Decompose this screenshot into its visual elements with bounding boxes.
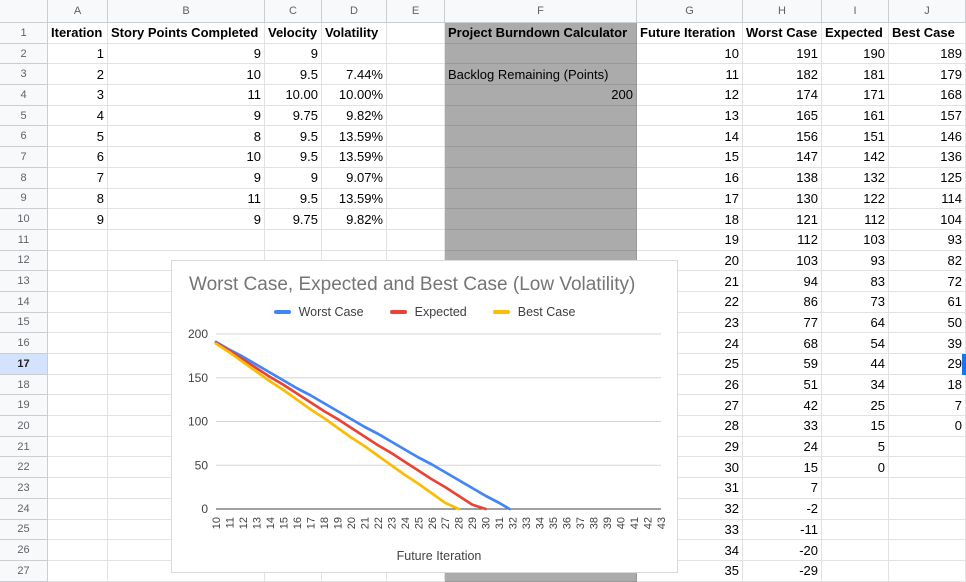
chart-x-tick-label: 42 <box>642 517 655 530</box>
cell-H13[interactable]: 94 <box>743 271 822 292</box>
chart-legend <box>172 304 677 320</box>
legend-swatch <box>493 310 510 315</box>
cell-E3[interactable] <box>387 64 445 85</box>
chart-x-tick-label: 41 <box>629 517 642 530</box>
cell-G24[interactable]: 32 <box>637 499 743 520</box>
chart-x-tick-label: 14 <box>264 517 277 530</box>
cell-C2[interactable]: 9 <box>265 44 322 65</box>
chart-x-tick-label: 32 <box>507 517 520 530</box>
column-header-G[interactable]: G <box>637 0 743 23</box>
cell-B3[interactable]: 10 <box>108 64 265 85</box>
cell-E9[interactable] <box>387 189 445 210</box>
chart-series-line-expected <box>216 343 486 509</box>
cell-H6[interactable]: 156 <box>743 126 822 147</box>
cell-J4[interactable]: 168 <box>889 85 966 106</box>
chart-x-tick-label: 10 <box>211 517 223 530</box>
cell-G17[interactable]: 25 <box>637 354 743 375</box>
cell-J12[interactable]: 82 <box>889 251 966 272</box>
cell-B7[interactable]: 10 <box>108 147 265 168</box>
cell-A26[interactable] <box>48 540 108 561</box>
cell-G23[interactable]: 31 <box>637 478 743 499</box>
cell-F1[interactable]: Project Burndown Calculator <box>445 23 637 44</box>
cell-A13[interactable] <box>48 271 108 292</box>
cell-I2[interactable]: 190 <box>822 44 889 65</box>
cell-E6[interactable] <box>387 126 445 147</box>
row-header-9[interactable]: 9 <box>0 189 48 210</box>
row-header-22[interactable]: 22 <box>0 457 48 478</box>
cell-H10[interactable]: 121 <box>743 209 822 230</box>
chart-x-tick-label: 37 <box>575 517 588 530</box>
cell-G16[interactable]: 24 <box>637 333 743 354</box>
cell-H7[interactable]: 147 <box>743 147 822 168</box>
chart-title: Worst Case, Expected and Best Case (Low Volatility) <box>189 274 636 295</box>
row-header-13[interactable]: 13 <box>0 271 48 292</box>
cell-C3[interactable]: 9.5 <box>265 64 322 85</box>
chart-x-tick-label: 30 <box>480 517 493 530</box>
chart-x-tick-label: 40 <box>615 517 628 530</box>
row-header-20[interactable]: 20 <box>0 416 48 437</box>
row-header-3[interactable]: 3 <box>0 64 48 85</box>
cell-J2[interactable]: 189 <box>889 44 966 65</box>
cell-A14[interactable] <box>48 292 108 313</box>
row-header-25[interactable]: 25 <box>0 520 48 541</box>
cell-C5[interactable]: 9.75 <box>265 106 322 127</box>
chart-x-tick-label: 27 <box>440 517 453 530</box>
cell-A7[interactable]: 6 <box>48 147 108 168</box>
cell-A25[interactable] <box>48 520 108 541</box>
column-header-I[interactable]: I <box>822 0 889 23</box>
cell-E10[interactable] <box>387 209 445 230</box>
chart-x-tick-label: 18 <box>318 517 331 530</box>
cell-I8[interactable]: 132 <box>822 168 889 189</box>
legend-swatch <box>390 310 407 315</box>
row-header-17[interactable]: 17 <box>0 354 48 375</box>
cell-I11[interactable]: 103 <box>822 230 889 251</box>
chart-x-tick-label: 36 <box>561 517 574 530</box>
cell-G26[interactable]: 34 <box>637 540 743 561</box>
cell-J22[interactable] <box>889 457 966 478</box>
cell-F10[interactable] <box>445 209 637 230</box>
chart-x-tick-label: 19 <box>332 517 345 530</box>
cell-H14[interactable]: 86 <box>743 292 822 313</box>
cell-J11[interactable]: 93 <box>889 230 966 251</box>
cell-I17[interactable]: 44 <box>822 354 889 375</box>
cell-A23[interactable] <box>48 478 108 499</box>
cell-E11[interactable] <box>387 230 445 251</box>
cell-B2[interactable]: 9 <box>108 44 265 65</box>
chart-x-tick-label: 34 <box>534 517 547 530</box>
cell-J17[interactable]: 29 <box>889 354 966 375</box>
cell-H11[interactable]: 112 <box>743 230 822 251</box>
legend-item-expected <box>390 305 467 319</box>
chart-x-tick-label: 26 <box>426 517 439 530</box>
cell-F2[interactable] <box>445 44 637 65</box>
cell-G3[interactable]: 11 <box>637 64 743 85</box>
cell-G21[interactable]: 29 <box>637 437 743 458</box>
cell-I9[interactable]: 122 <box>822 189 889 210</box>
chart-x-tick-label: 22 <box>372 517 385 530</box>
cell-G14[interactable]: 22 <box>637 292 743 313</box>
cell-H23[interactable]: 7 <box>743 478 822 499</box>
cell-C10[interactable]: 9.75 <box>265 209 322 230</box>
chart-x-tick-label: 21 <box>359 517 372 530</box>
chart-x-tick-label: 12 <box>237 517 250 530</box>
cell-I25[interactable] <box>822 520 889 541</box>
cell-I21[interactable]: 5 <box>822 437 889 458</box>
cell-G12[interactable]: 20 <box>637 251 743 272</box>
cell-A21[interactable] <box>48 437 108 458</box>
chart-x-tick-label: 29 <box>467 517 480 530</box>
chart-y-tick-label: 150 <box>187 370 208 385</box>
cell-A12[interactable] <box>48 251 108 272</box>
cell-G2[interactable]: 10 <box>637 44 743 65</box>
cell-B1[interactable]: Story Points Completed <box>108 23 265 44</box>
cell-B5[interactable]: 9 <box>108 106 265 127</box>
cell-G11[interactable]: 19 <box>637 230 743 251</box>
cell-F11[interactable] <box>445 230 637 251</box>
cell-I7[interactable]: 142 <box>822 147 889 168</box>
row-header-14[interactable]: 14 <box>0 292 48 313</box>
cell-D5[interactable]: 9.82% <box>322 106 387 127</box>
cell-A17[interactable] <box>48 354 108 375</box>
cell-H8[interactable]: 138 <box>743 168 822 189</box>
cell-A6[interactable]: 5 <box>48 126 108 147</box>
cell-I18[interactable]: 34 <box>822 375 889 396</box>
row-header-8[interactable]: 8 <box>0 168 48 189</box>
legend-label: Best Case <box>517 305 576 319</box>
cell-A11[interactable] <box>48 230 108 251</box>
cell-F8[interactable] <box>445 168 637 189</box>
chart-x-tick-label: 17 <box>305 517 318 530</box>
cell-H19[interactable]: 42 <box>743 395 822 416</box>
cell-E1[interactable] <box>387 23 445 44</box>
cell-J16[interactable]: 39 <box>889 333 966 354</box>
cell-A27[interactable] <box>48 561 108 582</box>
row-header-26[interactable]: 26 <box>0 540 48 561</box>
cell-A2[interactable]: 1 <box>48 44 108 65</box>
cell-B10[interactable]: 9 <box>108 209 265 230</box>
row-header-5[interactable]: 5 <box>0 106 48 127</box>
cell-D2[interactable] <box>322 44 387 65</box>
row-header-12[interactable]: 12 <box>0 251 48 272</box>
cell-F5[interactable] <box>445 106 637 127</box>
chart-x-tick-label: 25 <box>413 517 426 530</box>
cell-E5[interactable] <box>387 106 445 127</box>
cell-I24[interactable] <box>822 499 889 520</box>
row-header-16[interactable]: 16 <box>0 333 48 354</box>
row-header-6[interactable]: 6 <box>0 126 48 147</box>
row-header-23[interactable]: 23 <box>0 478 48 499</box>
legend-label: Expected <box>414 305 467 319</box>
cell-I1[interactable]: Expected <box>822 23 889 44</box>
cell-E8[interactable] <box>387 168 445 189</box>
cell-J15[interactable]: 50 <box>889 313 966 334</box>
cell-G5[interactable]: 13 <box>637 106 743 127</box>
cell-G18[interactable]: 26 <box>637 375 743 396</box>
cell-J3[interactable]: 179 <box>889 64 966 85</box>
cell-G1[interactable]: Future Iteration <box>637 23 743 44</box>
cell-G22[interactable]: 30 <box>637 457 743 478</box>
legend-swatch <box>274 310 291 315</box>
cell-B11[interactable] <box>108 230 265 251</box>
cell-F9[interactable] <box>445 189 637 210</box>
column-header-C[interactable]: C <box>265 0 322 23</box>
chart-y-tick-label: 50 <box>194 458 208 473</box>
cell-G7[interactable]: 15 <box>637 147 743 168</box>
cell-I4[interactable]: 171 <box>822 85 889 106</box>
cell-A18[interactable] <box>48 375 108 396</box>
chart-x-axis-title: Future Iteration <box>396 549 482 563</box>
cell-H16[interactable]: 68 <box>743 333 822 354</box>
active-cell-selection-border <box>962 354 966 375</box>
chart-plot-area <box>172 321 677 573</box>
chart-y-tick-label: 200 <box>187 327 208 341</box>
cell-D1[interactable]: Volatility <box>322 23 387 44</box>
row-header-18[interactable]: 18 <box>0 375 48 396</box>
cell-C6[interactable]: 9.5 <box>265 126 322 147</box>
cell-C4[interactable]: 10.00 <box>265 85 322 106</box>
cell-A20[interactable] <box>48 416 108 437</box>
cell-H24[interactable]: -2 <box>743 499 822 520</box>
column-header-E[interactable]: E <box>387 0 445 23</box>
row-header-4[interactable]: 4 <box>0 85 48 106</box>
cell-H18[interactable]: 51 <box>743 375 822 396</box>
cell-J14[interactable]: 61 <box>889 292 966 313</box>
cell-J13[interactable]: 72 <box>889 271 966 292</box>
legend-item-worst-case <box>274 305 364 319</box>
cell-F7[interactable] <box>445 147 637 168</box>
cell-J5[interactable]: 157 <box>889 106 966 127</box>
cell-H5[interactable]: 165 <box>743 106 822 127</box>
cell-C7[interactable]: 9.5 <box>265 147 322 168</box>
cell-G20[interactable]: 28 <box>637 416 743 437</box>
cell-I20[interactable]: 15 <box>822 416 889 437</box>
cell-J9[interactable]: 114 <box>889 189 966 210</box>
cell-G13[interactable]: 21 <box>637 271 743 292</box>
cell-G8[interactable]: 16 <box>637 168 743 189</box>
chart-x-tick-label: 35 <box>548 517 561 530</box>
cell-A1[interactable]: Iteration <box>48 23 108 44</box>
cell-A22[interactable] <box>48 457 108 478</box>
cell-H27[interactable]: -29 <box>743 561 822 582</box>
cell-I3[interactable]: 181 <box>822 64 889 85</box>
cell-H1[interactable]: Worst Case <box>743 23 822 44</box>
cell-E7[interactable] <box>387 147 445 168</box>
cell-A5[interactable]: 4 <box>48 106 108 127</box>
cell-J18[interactable]: 18 <box>889 375 966 396</box>
cell-H3[interactable]: 182 <box>743 64 822 85</box>
cell-A16[interactable] <box>48 333 108 354</box>
cell-B6[interactable]: 8 <box>108 126 265 147</box>
legend-item-best-case <box>493 305 576 319</box>
cell-J8[interactable]: 125 <box>889 168 966 189</box>
cell-A9[interactable]: 8 <box>48 189 108 210</box>
select-all-corner[interactable] <box>0 0 48 23</box>
cell-J10[interactable]: 104 <box>889 209 966 230</box>
row-header-11[interactable]: 11 <box>0 230 48 251</box>
cell-G25[interactable]: 33 <box>637 520 743 541</box>
chart-x-tick-label: 28 <box>453 517 466 530</box>
cell-I14[interactable]: 73 <box>822 292 889 313</box>
cell-G4[interactable]: 12 <box>637 85 743 106</box>
cell-H15[interactable]: 77 <box>743 313 822 334</box>
row-header-1[interactable]: 1 <box>0 23 48 44</box>
cell-C1[interactable]: Velocity <box>265 23 322 44</box>
cell-B8[interactable]: 9 <box>108 168 265 189</box>
cell-D7[interactable]: 13.59% <box>322 147 387 168</box>
cell-D9[interactable]: 13.59% <box>322 189 387 210</box>
cell-J1[interactable]: Best Case <box>889 23 966 44</box>
cell-I13[interactable]: 83 <box>822 271 889 292</box>
cell-J19[interactable]: 7 <box>889 395 966 416</box>
cell-A24[interactable] <box>48 499 108 520</box>
chart-x-tick-label: 23 <box>386 517 399 530</box>
chart-y-tick-label: 0 <box>201 502 208 516</box>
cell-D4[interactable]: 10.00% <box>322 85 387 106</box>
cell-G27[interactable]: 35 <box>637 561 743 582</box>
cell-G6[interactable]: 14 <box>637 126 743 147</box>
chart-x-tick-label: 38 <box>588 517 601 530</box>
cell-I22[interactable]: 0 <box>822 457 889 478</box>
cell-J27[interactable] <box>889 561 966 582</box>
cell-I15[interactable]: 64 <box>822 313 889 334</box>
cell-H22[interactable]: 15 <box>743 457 822 478</box>
cell-A15[interactable] <box>48 313 108 334</box>
cell-J26[interactable] <box>889 540 966 561</box>
cell-G19[interactable]: 27 <box>637 395 743 416</box>
cell-J25[interactable] <box>889 520 966 541</box>
cell-A19[interactable] <box>48 395 108 416</box>
cell-C8[interactable]: 9 <box>265 168 322 189</box>
cell-I12[interactable]: 93 <box>822 251 889 272</box>
cell-E4[interactable] <box>387 85 445 106</box>
cell-G10[interactable]: 18 <box>637 209 743 230</box>
chart-x-tick-label: 33 <box>521 517 534 530</box>
cell-I19[interactable]: 25 <box>822 395 889 416</box>
cell-F6[interactable] <box>445 126 637 147</box>
chart-x-tick-label: 24 <box>399 517 412 530</box>
cell-A4[interactable]: 3 <box>48 85 108 106</box>
cell-H12[interactable]: 103 <box>743 251 822 272</box>
row-header-27[interactable]: 27 <box>0 561 48 582</box>
cell-J21[interactable] <box>889 437 966 458</box>
chart-x-tick-label: 11 <box>224 517 237 529</box>
cell-B4[interactable]: 11 <box>108 85 265 106</box>
cell-J6[interactable]: 146 <box>889 126 966 147</box>
cell-D8[interactable]: 9.07% <box>322 168 387 189</box>
row-header-19[interactable]: 19 <box>0 395 48 416</box>
cell-E2[interactable] <box>387 44 445 65</box>
chart-series-line-worst-case <box>216 342 510 509</box>
chart-panel[interactable] <box>171 260 678 573</box>
cell-I6[interactable]: 151 <box>822 126 889 147</box>
chart-x-tick-label: 39 <box>602 517 615 530</box>
cell-H2[interactable]: 191 <box>743 44 822 65</box>
chart-y-tick-label: 100 <box>187 414 208 429</box>
chart-x-tick-label: 15 <box>278 517 291 530</box>
chart-x-tick-label: 13 <box>251 517 264 530</box>
cell-I23[interactable] <box>822 478 889 499</box>
cell-D11[interactable] <box>322 230 387 251</box>
cell-A3[interactable]: 2 <box>48 64 108 85</box>
row-header-2[interactable]: 2 <box>0 44 48 65</box>
chart-x-tick-label: 16 <box>291 517 304 530</box>
column-header-B[interactable]: B <box>108 0 265 23</box>
cell-J24[interactable] <box>889 499 966 520</box>
column-header-F[interactable]: F <box>445 0 637 23</box>
row-header-24[interactable]: 24 <box>0 499 48 520</box>
cell-G15[interactable]: 23 <box>637 313 743 334</box>
cell-A10[interactable]: 9 <box>48 209 108 230</box>
cell-I27[interactable] <box>822 561 889 582</box>
cell-D6[interactable]: 13.59% <box>322 126 387 147</box>
column-header-A[interactable]: A <box>48 0 108 23</box>
cell-I10[interactable]: 112 <box>822 209 889 230</box>
cell-A8[interactable]: 7 <box>48 168 108 189</box>
row-header-10[interactable]: 10 <box>0 209 48 230</box>
cell-H21[interactable]: 24 <box>743 437 822 458</box>
chart-series-line-best-case <box>216 344 459 509</box>
cell-G9[interactable]: 17 <box>637 189 743 210</box>
cell-H26[interactable]: -20 <box>743 540 822 561</box>
chart-x-tick-label: 20 <box>345 517 358 530</box>
cell-C11[interactable] <box>265 230 322 251</box>
chart-x-tick-label: 43 <box>656 517 668 530</box>
cell-J20[interactable]: 0 <box>889 416 966 437</box>
cell-C9[interactable]: 9.5 <box>265 189 322 210</box>
cell-I26[interactable] <box>822 540 889 561</box>
chart-x-tick-label: 31 <box>494 517 507 530</box>
cell-H9[interactable]: 130 <box>743 189 822 210</box>
row-header-7[interactable]: 7 <box>0 147 48 168</box>
row-header-21[interactable]: 21 <box>0 437 48 458</box>
cell-H4[interactable]: 174 <box>743 85 822 106</box>
cell-D10[interactable]: 9.82% <box>322 209 387 230</box>
cell-F4[interactable]: 200 <box>445 85 637 106</box>
cell-J23[interactable] <box>889 478 966 499</box>
cell-I16[interactable]: 54 <box>822 333 889 354</box>
cell-F3[interactable]: Backlog Remaining (Points) <box>445 64 637 85</box>
cell-I5[interactable]: 161 <box>822 106 889 127</box>
column-header-D[interactable]: D <box>322 0 387 23</box>
legend-label: Worst Case <box>298 305 364 319</box>
cell-D3[interactable]: 7.44% <box>322 64 387 85</box>
cell-J7[interactable]: 136 <box>889 147 966 168</box>
cell-H20[interactable]: 33 <box>743 416 822 437</box>
column-header-J[interactable]: J <box>889 0 966 23</box>
cell-H17[interactable]: 59 <box>743 354 822 375</box>
cell-H25[interactable]: -11 <box>743 520 822 541</box>
cell-B9[interactable]: 11 <box>108 189 265 210</box>
row-header-15[interactable]: 15 <box>0 313 48 334</box>
column-header-H[interactable]: H <box>743 0 822 23</box>
